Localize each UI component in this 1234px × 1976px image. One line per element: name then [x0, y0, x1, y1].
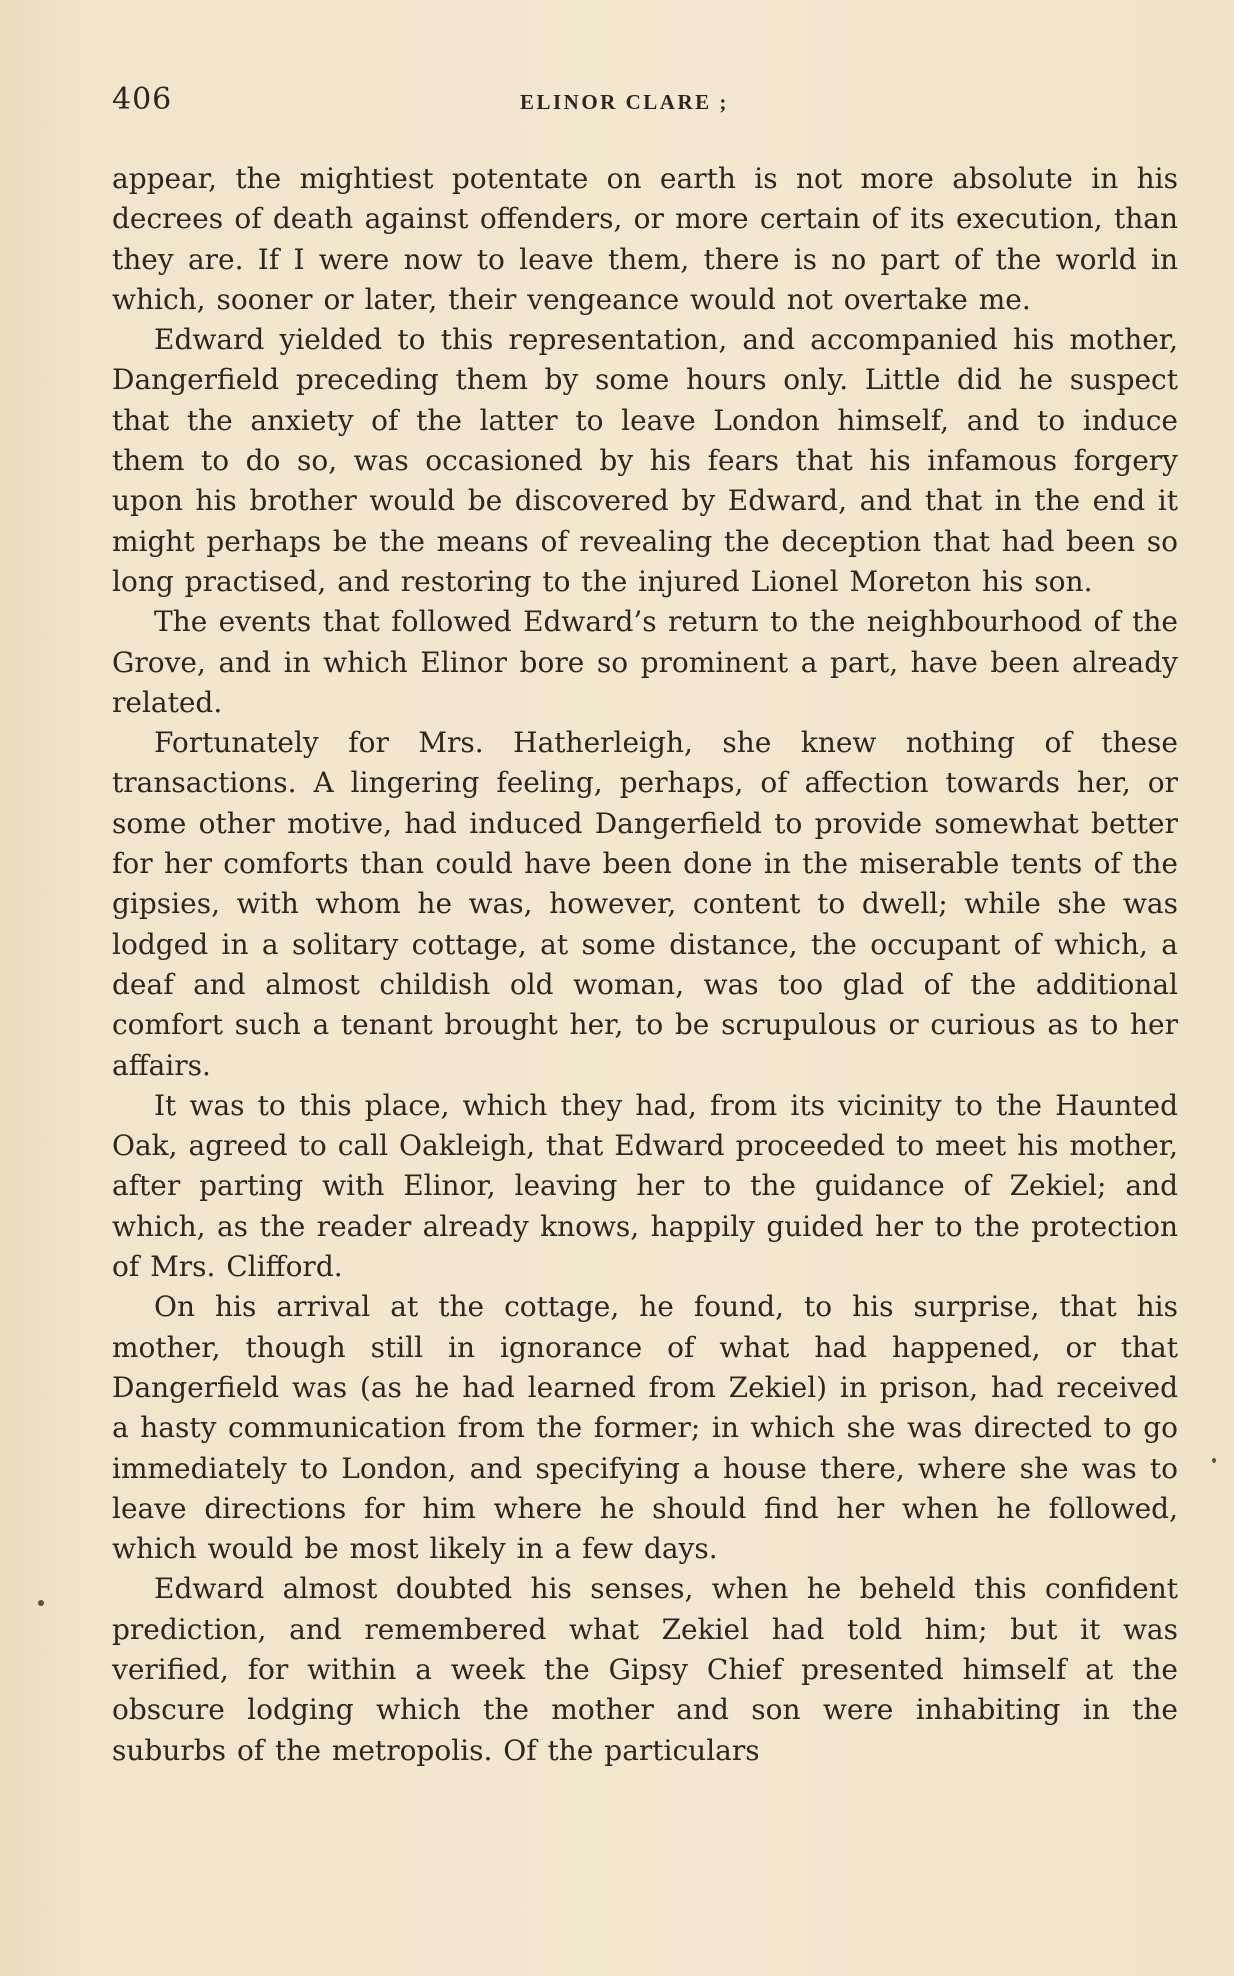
- paragraph: Edward yielded to this representation, and accompanied his mother, Dangerfield preceding them by some hours only. Little did he suspect that the anxiety of the latter to leave London himself, and to induce them to do so, was occasioned by his fears that his infamous forgery upon his brother would be discovered by Edward, and that in the end it might perhaps be the means of revealing the deception that had been so long practised, and restoring to the injured Lionel Moreton his son.: [112, 323, 1178, 598]
- paragraph: It was to this place, which they had, from its vicinity to the Haunted Oak, agreed to call Oakleigh, that Edward proceeded to meet his mother, after parting with Elinor, leaving her to the guidance of Zekiel; and which, as the reader already knows, happily guided her to the protection of Mrs. Clifford.: [112, 1088, 1178, 1284]
- ink-speck: [1212, 1458, 1216, 1463]
- paragraph: The events that followed Edward’s return to the neighbourhood of the Grove, and in which Elinor bore so prominent a part, have been already related.: [112, 605, 1178, 719]
- paragraph: Edward almost doubted his senses, when he beheld this confident prediction, and remembered what Zekiel had told him; but it was verified, for within a week the Gipsy Chief presented himself at the obscure lodging which the mother and son were inhabiting in the suburbs of the metropolis. Of the particulars: [112, 1572, 1178, 1767]
- paragraph: On his arrival at the cottage, he found, to his surprise, that his mother, though still in ignorance of what had happened, or that Dangerfield was (as he had learned from Zekiel) in prison, had received a hasty communication from the former; in which she was directed to go immediately to London, and specifying a house there, where she was to leave directions for him where he should find her when he followed, which would be most likely in a few days.: [112, 1290, 1178, 1566]
- page-number: 406: [112, 82, 173, 117]
- paragraph: appear, the mightiest potentate on earth is not more absolute in his decrees of death against offenders, or more certain of its execution, than they are. If I were now to leave them, there is no part of the world in which, sooner or later, their vengeance would not overtake me.: [112, 162, 1178, 316]
- body-text: [112, 159, 1178, 1771]
- paragraph: Fortunately for Mrs. Hatherleigh, she knew nothing of these transactions. A lingering feeling, perhaps, of affection towards her, or some other motive, had induced Dangerfield to provide somewhat better for her comforts than could have been done in the miserable tents of the gipsies, with whom he was, however, content to dwell; while she was lodged in a solitary cottage, at some distance, the occupant of which, a deaf and almost childish old woman, was too glad of the additional comfort such a tenant brought her, to be scrupulous or curious as to her affairs.: [112, 726, 1178, 1082]
- running-head: ELINOR CLARE ;: [520, 90, 729, 114]
- ink-speck: [38, 1600, 44, 1606]
- page-header: [112, 82, 1170, 122]
